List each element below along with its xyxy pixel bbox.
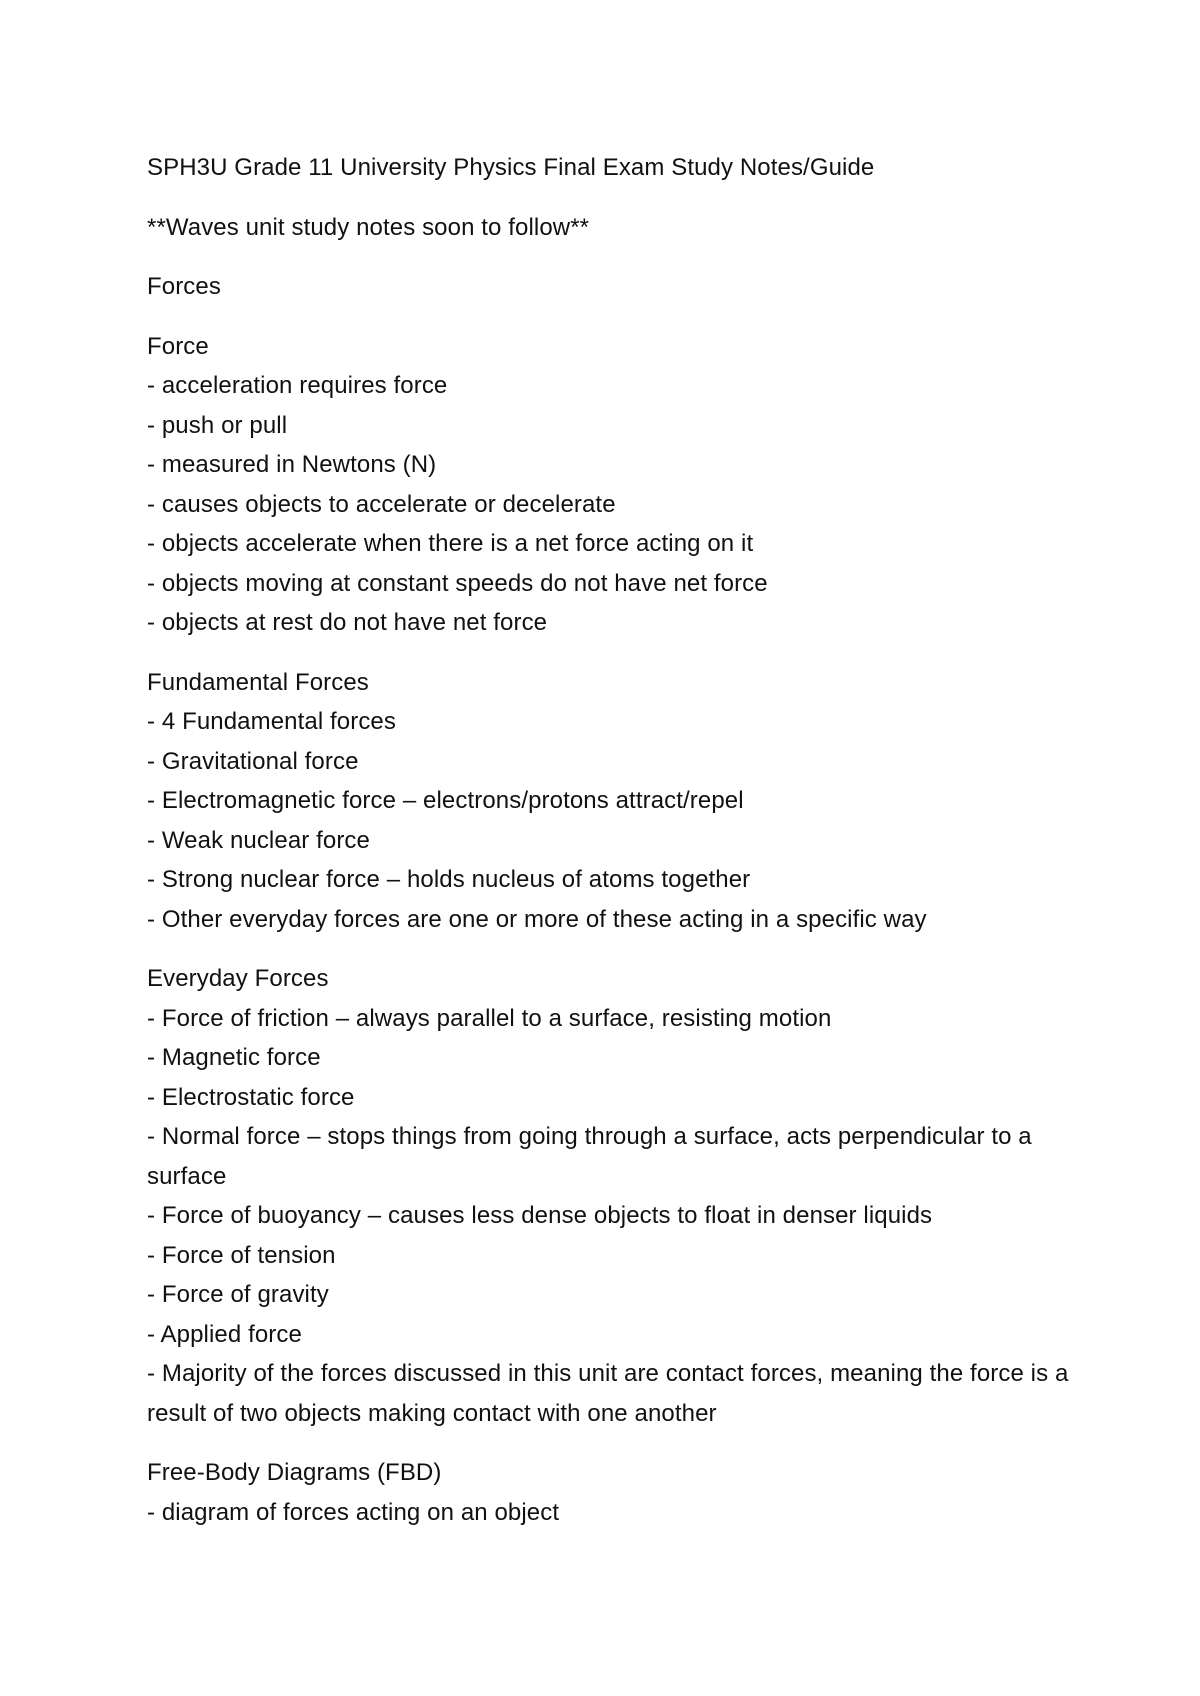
list-item: - Gravitational force [147,747,359,775]
list-item: - Normal force – stops things from going through a surface, acts perpendicular to a surface [147,1123,1032,1190]
unit-heading: Forces [147,273,221,300]
section-free-body-diagrams [147,1453,1087,1532]
list-item: - measured in Newtons (N) [147,451,437,478]
list-item: - Force of tension [147,1241,336,1269]
document-title: SPH3U Grade 11 University Physics Final Exam Study Notes/Guide [147,154,875,181]
list-item: - Electromagnetic force – electrons/protons attract/repel [147,787,744,814]
list-item: - Force of friction – always parallel to a surface, resisting motion [147,1004,832,1032]
list-item: - objects accelerate when there is a net force acting on it [147,530,754,557]
section-fundamental-forces [147,663,1087,940]
waves-note: **Waves unit study notes soon to follow** [147,213,590,241]
list-item: - diagram of forces acting on an object [147,1498,560,1526]
list-item: - Force of gravity [147,1281,329,1308]
section-heading: Fundamental Forces [147,668,369,696]
section-force [147,327,1087,643]
section-everyday-forces [147,959,1087,1433]
list-item: - push or pull [147,411,288,439]
section-heading: Free-Body Diagrams (FBD) [147,1459,442,1486]
list-item: - Strong nuclear force – holds nucleus of atoms together [147,866,751,893]
list-item: - acceleration requires force [147,372,448,399]
list-item: - objects at rest do not have net force [147,609,548,636]
list-item: - Force of buoyancy – causes less dense objects to float in denser liquids [147,1202,933,1229]
list-item: - Electrostatic force [147,1083,355,1111]
list-item: - Magnetic force [147,1044,321,1071]
document-body [147,148,1087,1552]
list-item: - Other everyday forces are one or more of these acting in a specific way [147,905,927,933]
list-item: - Weak nuclear force [147,826,370,854]
list-item: - 4 Fundamental forces [147,708,396,735]
list-item: - objects moving at constant speeds do not have net force [147,569,768,597]
list-item: - Applied force [147,1320,302,1348]
section-heading: Everyday Forces [147,965,329,992]
section-heading: Force [147,332,209,360]
list-item: - causes objects to accelerate or decelerate [147,490,616,518]
list-item: - Majority of the forces discussed in this unit are contact forces, meaning the force is a result of two objects making contact with one another [147,1360,1069,1427]
